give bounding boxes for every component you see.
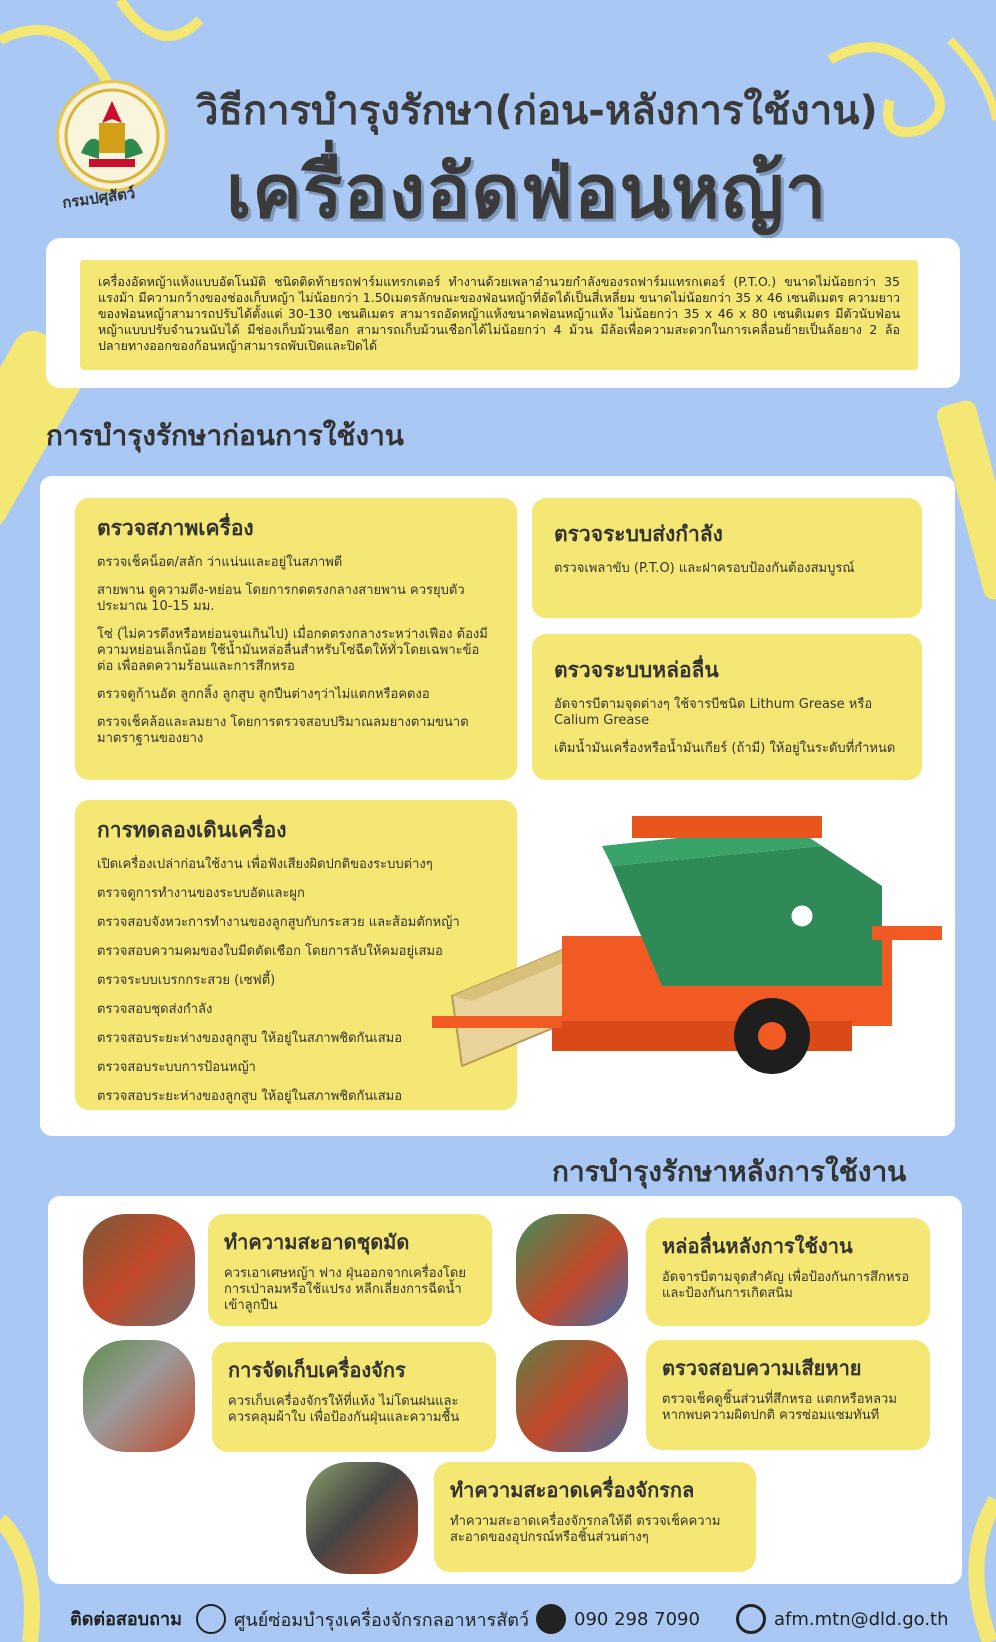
phone-contact[interactable]: [536, 1604, 700, 1634]
phone-number[interactable]: 090 298 7090: [574, 1608, 700, 1630]
card-text: ควรเอาเศษหญ้า ฟาง ฝุ่นออกจากเครื่องโดยการเป่าลมหรือใช้แปรง หลีกเลี่ยงการฉีดน้ำเข้าลูกปืน: [224, 1266, 466, 1313]
list-item: ตรวจเช็คน็อต/สลัก ว่าแน่นและอยู่ในสภาพดี: [97, 555, 343, 570]
after-heading: การบำรุงรักษาหลังการใช้งาน: [552, 1155, 907, 1188]
card-title: ตรวจระบบหล่อลื่น: [554, 658, 719, 682]
after-card: [646, 1340, 930, 1450]
card-text: ตรวจเช็คดูชิ้นส่วนที่สึกหรอ แตกหรือหลวม หากพบความผิดปกติ ควรซ่อมแซมทันที: [662, 1392, 897, 1423]
photo-cleaning-knotter: [83, 1214, 195, 1326]
card-title: ตรวจระบบส่งกำลัง: [554, 522, 723, 546]
logo-caption: กรมปศุสัตว์: [61, 183, 137, 213]
photo-inspection: [516, 1340, 628, 1452]
card-title: ทำความสะอาดชุดมัด: [224, 1230, 410, 1254]
card-text: ควรเก็บเครื่องจักรให้ที่แห้ง ไม่โดนฝนและควรคลุมผ้าใบ เพื่อป้องกันฝุ่นและความชื้น: [228, 1394, 460, 1425]
card-title: ตรวจสภาพเครื่อง: [97, 516, 254, 540]
email-contact[interactable]: [736, 1604, 949, 1634]
list-item: ตรวจระบบเบรกกระสวย (เซฟตี้): [97, 973, 276, 988]
title-line1: วิธีการบำรุงรักษา(ก่อน-หลังการใช้งาน): [196, 88, 878, 134]
list-item: ตรวจสอบความคมของใบมีดตัดเชือก โดยการลับให้คมอยู่เสมอ: [97, 944, 443, 959]
card-title: ตรวจสอบความเสียหาย: [662, 1356, 862, 1380]
card-title: ทำความสะอาดเครื่องจักรกล: [450, 1478, 695, 1502]
list-item: เติมน้ำมันเครื่องหรือน้ำมันเกียร์ (ถ้ามี) ให้อยู่ในระดับที่กำหนด: [554, 741, 896, 756]
list-item: ตรวจสอบระบบการป้อนหญ้า: [97, 1060, 256, 1075]
before-heading: การบำรุงรักษาก่อนการใช้งาน: [46, 419, 404, 452]
department-logo: [56, 80, 168, 192]
photo-storage: [83, 1340, 195, 1452]
after-card: [434, 1462, 756, 1572]
email-address[interactable]: afm.mtn@dld.go.th: [774, 1608, 949, 1630]
list-item: ตรวจสอบชุดส่งกำลัง: [97, 1002, 213, 1017]
center-name: ศูนย์ซ่อมบำรุงเครื่องจักรกลอาหารสัตว์: [234, 1609, 530, 1631]
intro-text: เครื่องอัดหญ้าแห้งแบบอัตโนมัติ ชนิดติดท้ายรถฟาร์มแทรกเตอร์ ทำงานด้วยเพลาอำนวยกำลังของรถฟาร์มแทรกเตอร์ (P.T.O.) ขนาดไม่น้อยกว่า 35 แรงม้า มีความกว้างของช่องเก็บหญ้า ไม่น้อยกว่า 1.50เมตรลักษณะของฟ่อนหญ้าที่อัดได้เป็นสี่เหลี่ยม ขนาดไม่น้อยกว่า 35 x 46 เซนติเมตร ความยาวของฟ่อนหญ้าสามารถปรับได้ตั้งแต่ 30-130 เซนติเมตร สามารถอัดหญ้าแห้งขนาดฟ่อนหญ้าแห้ง ไม่น้อยกว่า 35 x 46 x 80 เซนติเมตร มีตัวนับฟ่อนหญ้าแบบปรับจำนวนนับได้ มีช่องเก็บม้วนเชือก สามารถเก็บม้วนเชือกได้ไม่น้อยกว่า 4 ม้วน มีล้อเพื่อความสะดวกในการเคลื่อนย้ายเป็นล้อยาง 2 ล้อ ปลายทางออกของก้อนหญ้าสามารถพับเปิดและปิดได้: [80, 260, 918, 370]
page-title: เครื่องอัดฟ่อนหญ้า: [226, 149, 828, 235]
center-contact: [196, 1604, 529, 1634]
card-title: หล่อลื่นหลังการใช้งาน: [662, 1234, 853, 1258]
list-item: สายพาน ดูความตึง-หย่อน โดยการกดตรงกลางสายพาน ควรยุบตัวประมาณ 10-15 มม.: [97, 583, 465, 614]
list-item: ตรวจสอบระยะห่างของลูกสูบ ให้อยู่ในสภาพชิดกันเสมอ: [97, 1031, 403, 1046]
photo-lubrication: [516, 1214, 628, 1326]
list-item: ตรวจสอบจังหวะการทำงานของลูกสูบกับกระสวย และส้อมตักหญ้า: [97, 915, 460, 930]
list-item: เปิดเครื่องเปล่าก่อนใช้งาน เพื่อฟังเสียงผิดปกติของระบบต่างๆ: [97, 857, 433, 872]
power-check-card: [532, 498, 922, 618]
list-item: ตรวจสอบระยะห่างของลูกสูบ ให้อยู่ในสภาพชิดกันเสมอ: [97, 1089, 403, 1104]
phone-icon: [536, 1604, 566, 1634]
hay-baler-illustration: [432, 806, 947, 1106]
contact-label: ติดต่อสอบถาม: [70, 1609, 182, 1630]
card-text: อัดจารบีตามจุดสำคัญ เพื่อป้องกันการสึกหรอและป้องกันการเกิดสนิม: [662, 1270, 910, 1301]
footer: [0, 1598, 996, 1634]
list-item: ตรวจเพลาขับ (P.T.O) และฝาครอบป้องกันต้องสมบูรณ์: [554, 561, 855, 576]
intro-panel: [46, 238, 960, 388]
card-title: การทดลองเดินเครื่อง: [97, 818, 287, 842]
list-item: ตรวจเช็คล้อและลมยาง โดยการตรวจสอบปริมาณลมยางตามขนาดมาตราฐานของยาง: [97, 715, 469, 746]
list-item: โซ่ (ไม่ควรตึงหรือหย่อนจนเกินไป) เมื่อกดตรงกลางระหว่างเฟือง ต้องมีความหย่อนเล็กน้อย ใช้น้ำมันหล่อลื่นสำหรับโซ่ฉีดให้ทั่วโดยเฉพาะข้อต่อ เพื่อลดความร้อนและการสึกหรอ: [97, 627, 488, 674]
after-card: [208, 1214, 492, 1326]
list-item: ตรวจดูก้านอัด ลูกกลิ้ง ลูกสูบ ลูกปืนต่างๆว่าไม่แตกหรือคดงอ: [97, 687, 430, 702]
at-icon: [736, 1604, 766, 1634]
globe-icon: [196, 1604, 226, 1634]
after-card: [646, 1218, 930, 1326]
card-text: ทำความสะอาดเครื่องจักรกลให้ดี ตรวจเช็คความสะอาดของอุปกรณ์หรือชิ้นส่วนต่างๆ: [450, 1514, 721, 1545]
list-item: อัดจารบีตามจุดต่างๆ ใช้จารบีชนิด Lithum Grease หรือ Calium Grease: [554, 697, 873, 728]
after-card: [212, 1342, 496, 1452]
photo-machine-cleaning: [306, 1462, 418, 1574]
machine-check-card: [75, 498, 517, 780]
lube-check-card: [532, 634, 922, 780]
card-title: การจัดเก็บเครื่องจักร: [228, 1358, 406, 1382]
list-item: ตรวจดูการทำงานของระบบอัดและผูก: [97, 886, 305, 901]
